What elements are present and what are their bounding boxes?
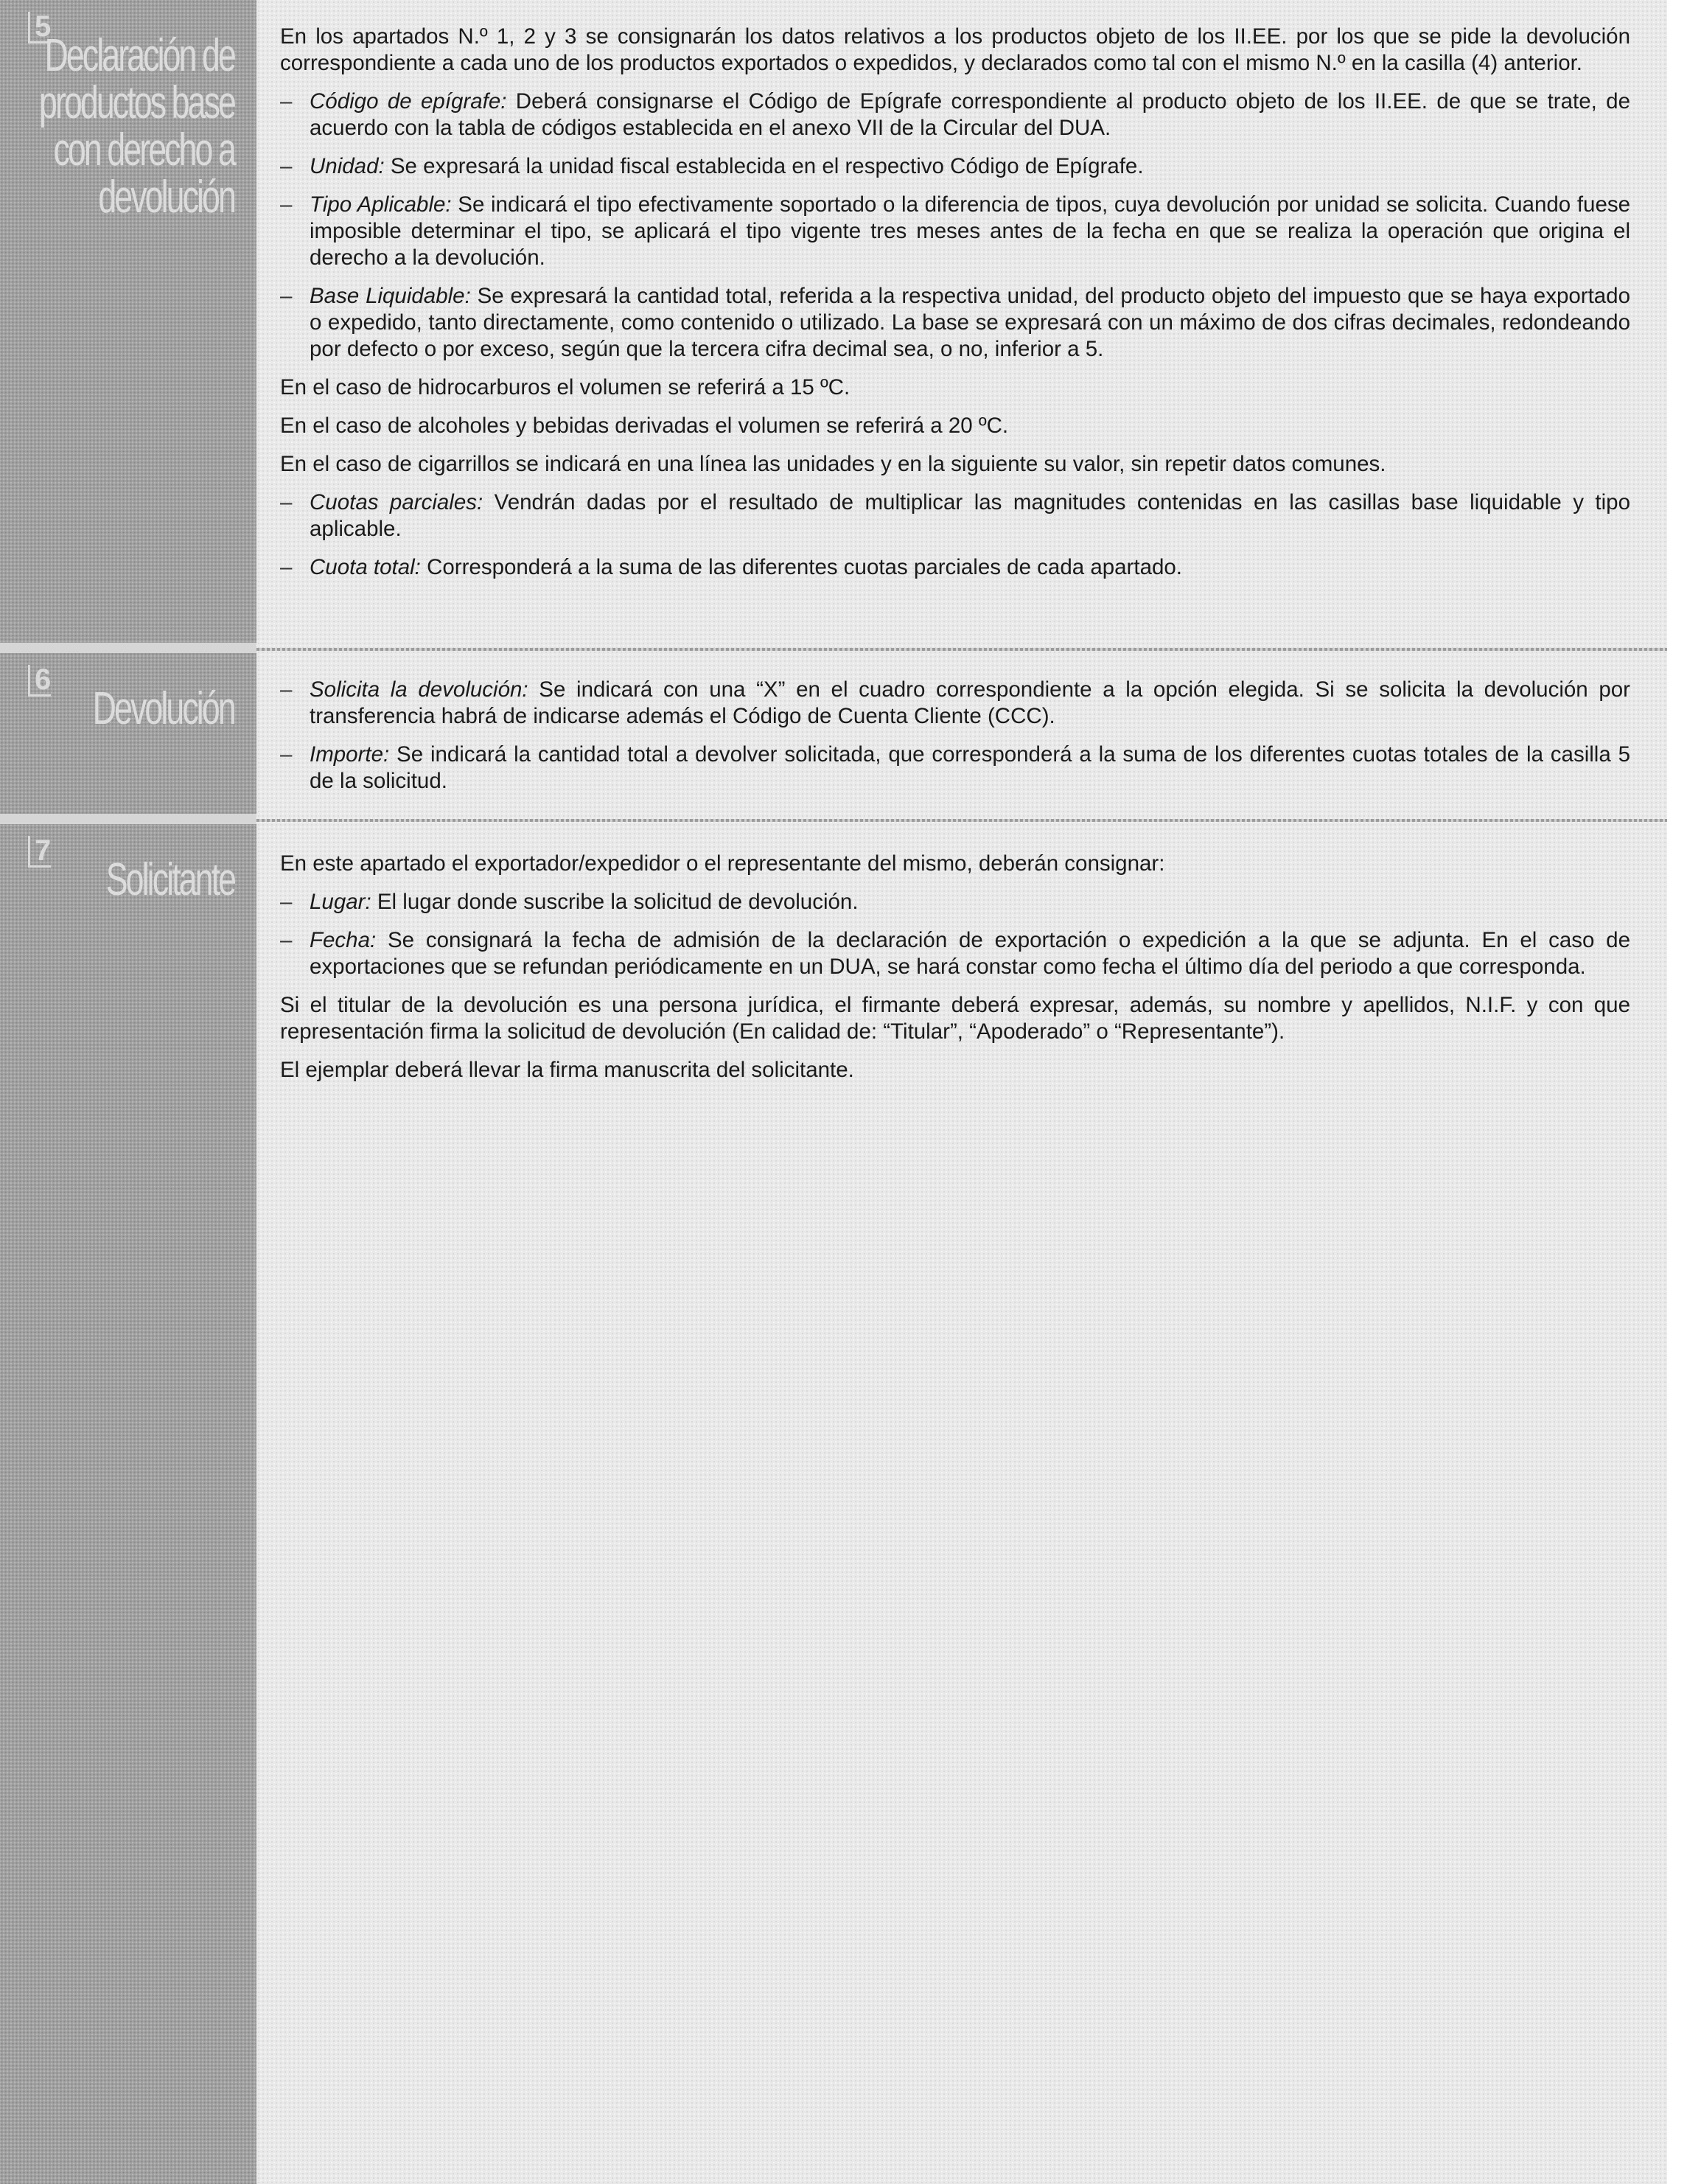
list-item: – Código de epígrafe: Deberá consignarse el Código de Epígrafe correspondiente al producto objeto de los II.EE. de que se trate, de acuerdo con la tabla de códigos establecida en el anexo VII de la Circular del DUA. bbox=[280, 89, 1630, 140]
section-title: Devolución bbox=[92, 683, 234, 734]
section-body bbox=[280, 851, 1630, 1095]
paragraph: En el caso de alcoholes y bebidas derivadas el volumen se referirá a 20 ºC. bbox=[280, 414, 1009, 438]
section-title: Solicitante bbox=[105, 854, 234, 905]
dotted-divider bbox=[256, 648, 1667, 651]
list-item: – Tipo Aplicable: Se indicará el tipo efectivamente soportado o la diferencia de tipos, cuya devolución por unidad se solicita. Cuando fuese imposible determinar el tipo, se aplicará el tipo vigente tres meses antes de la fecha en que se realiza la operación que origina el derecho a la devolución. bbox=[280, 192, 1631, 270]
paragraph: En los apartados N.º 1, 2 y 3 se consignarán los datos relativos a los productos objeto de los II.EE. por los que se pide la devolución correspondiente a cada uno de los productos exportados o expedidos, y declarados como tal con el mismo N.º en la casilla (4) anterior. bbox=[280, 24, 1630, 75]
dotted-divider bbox=[256, 819, 1667, 822]
section-body bbox=[280, 24, 1630, 593]
paragraph: En el caso de hidrocarburos el volumen se referirá a 15 ºC. bbox=[280, 375, 850, 400]
list-item: – Importe: Se indicará la cantidad total a devolver solicitada, que corresponderá a la suma de los diferentes cuotas totales de la casilla 5 de la solicitud. bbox=[280, 742, 1630, 793]
list-item: – Cuotas parciales: Vendrán dadas por el resultado de multiplicar las magnitudes contenidas en las casillas base liquidable y tipo aplicable. bbox=[280, 490, 1630, 541]
list-item: – Unidad: Se expresará la unidad fiscal establecida en el respectivo Código de Epígrafe. bbox=[280, 154, 1144, 178]
section-separator bbox=[0, 814, 256, 824]
paragraph: El ejemplar deberá llevar la firma manuscrita del solicitante. bbox=[280, 1058, 854, 1082]
section-separator bbox=[0, 643, 256, 653]
list-item: – Solicita la devolución: Se indicará con una “X” en el cuadro correspondiente a la opción elegida. Si se solicita la devolución por transferencia habrá de indicarse además el Código de Cuenta Cliente (CCC). bbox=[280, 677, 1630, 728]
list-item: – Cuota total: Corresponderá a la suma de las diferentes cuotas parciales de cada apartado. bbox=[280, 555, 1182, 579]
list-item: – Base Liquidable: Se expresará la cantidad total, referida a la respectiva unidad, del producto objeto del impuesto que se haya exportado o expedido, tanto directamente, como contenido o utilizado. La base se expresará con un máximo de dos cifras decimales, redondeando por defecto o por exceso, según que la tercera cifra decimal sea, o no, inferior a 5. bbox=[280, 284, 1630, 361]
list-item: – Fecha: Se consignará la fecha de admisión de la declaración de exportación o expedición a la que se adjunta. En el caso de exportaciones que se refundan periódicamente en un DUA, se hará constar como fecha el último día del periodo a que corresponda. bbox=[280, 928, 1630, 979]
list-item: – Lugar: El lugar donde suscribe la solicitud de devolución. bbox=[280, 890, 859, 914]
section-number: 6 bbox=[28, 665, 51, 697]
paragraph: Si el titular de la devolución es una persona jurídica, el firmante deberá expresar, además, su nombre y apellidos, N.I.F. y con que representación firma la solicitud de devolución (En calidad de: “Titular”, “Apoderado” o “Representante”). bbox=[280, 993, 1630, 1044]
section-number: 5 bbox=[28, 12, 51, 43]
paragraph: En este apartado el exportador/expedidor o el representante del mismo, deberán consignar: bbox=[280, 851, 1165, 876]
paragraph: En el caso de cigarrillos se indicará en una línea las unidades y en la siguiente su valor, sin repetir datos comunes. bbox=[280, 452, 1386, 476]
section-number: 7 bbox=[28, 836, 51, 868]
section-body bbox=[280, 677, 1630, 806]
section-6 bbox=[0, 653, 1667, 815]
section-5 bbox=[0, 0, 1667, 649]
section-title: Declaración de productos base con derecho a devolución bbox=[39, 30, 234, 223]
section-7 bbox=[0, 824, 1667, 2184]
